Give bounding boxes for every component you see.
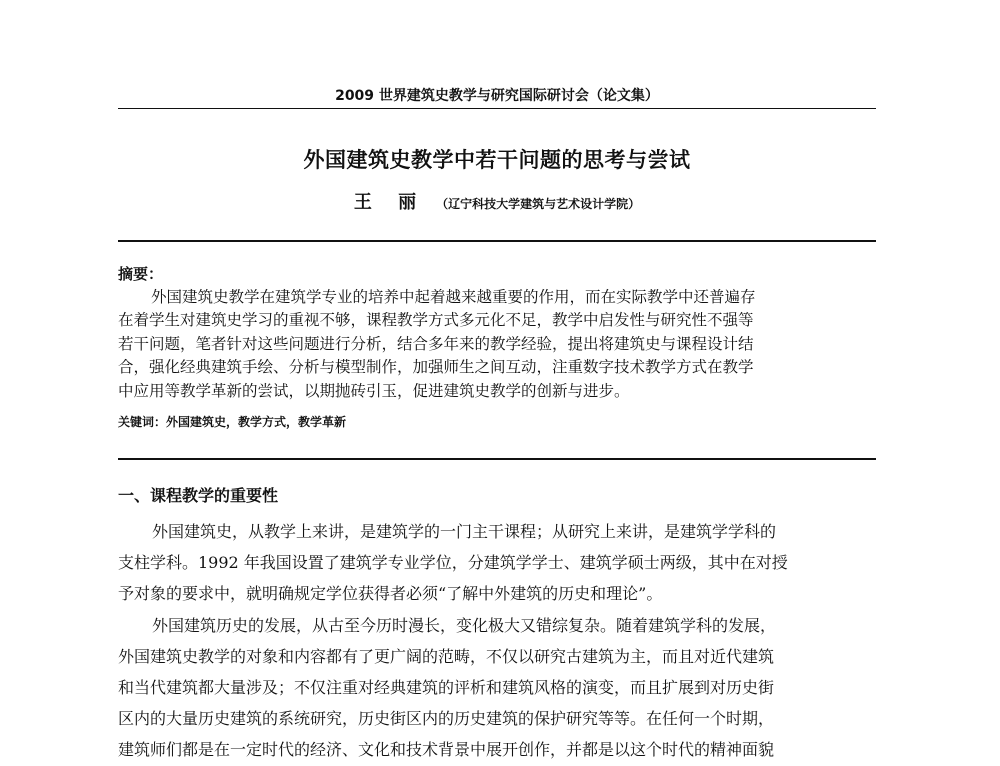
section-body — [118, 516, 886, 766]
abstract-bottom-rule — [118, 458, 876, 460]
body-line: 区内的大量历史建筑的系统研究，历史街区内的历史建筑的保护研究等等。在任何一个时期， — [118, 709, 775, 729]
abstract-line: 在着学生对建筑史学习的重视不够，课程教学方式多元化不足，教学中启发性与研究性不强等 — [118, 311, 754, 330]
body-line: 支柱学科。1992 年我国设置了建筑学专业学位，分建筑学学士、建筑学硕士两级，其中在对授 — [118, 553, 788, 573]
body-line: 建筑师们都是在一定时代的经济、文化和技术背景中展开创作，并都是以这个时代的精神面貌 — [118, 740, 775, 760]
keywords: 关键词：外国建筑史，教学方式，教学革新 — [118, 415, 347, 429]
body-line: 外国建筑史教学的对象和内容都有了更广阔的范畴，不仅以研究古建筑为主，而且对近代建筑 — [118, 646, 775, 666]
running-header: 2009 世界建筑史教学与研究国际研讨会（论文集） — [335, 88, 659, 104]
body-line: 外国建筑史，从教学上来讲，是建筑学的一门主干课程；从研究上来讲，是建筑学学科的 — [152, 522, 777, 541]
abstract-label: 摘要： — [118, 265, 164, 283]
abstract-line: 中应用等教学革新的尝试，以期抛砖引玉，促进建筑史教学的创新与进步。 — [118, 381, 630, 400]
section-heading: 一、课程教学的重要性 — [118, 486, 279, 505]
paper-title: 外国建筑史教学中若干问题的思考与尝试 — [303, 148, 691, 172]
abstract-line: 合，强化经典建筑手绘、分析与模型制作，加强师生之间互动，注重数字技术教学方式在教学 — [118, 358, 754, 377]
body-line: 和当代建筑都大量涉及；不仅注重对经典建筑的评析和建筑风格的演变，而且扩展到对历史街 — [118, 678, 775, 698]
author-affiliation: （辽宁科技大学建筑与艺术设计学院） — [436, 197, 641, 211]
abstract-body — [118, 286, 876, 403]
header-rule — [118, 108, 876, 109]
body-line: 予对象的要求中，就明确规定学位获得者必须“了解中外建筑的历史和理论”。 — [118, 584, 663, 604]
abstract-line: 若干问题，笔者针对这些问题进行分析，结合多年来的教学经验，提出将建筑史与课程设计结 — [118, 334, 754, 353]
byline — [118, 192, 876, 215]
author-name: 王 丽 — [353, 192, 427, 213]
abstract-line: 外国建筑史教学在建筑学专业的培养中起着越来越重要的作用，而在实际教学中还普遍存 — [151, 288, 756, 306]
abstract-top-rule — [118, 240, 876, 242]
body-line: 外国建筑历史的发展，从古至今历时漫长，变化极大又错综复杂。随着建筑学科的发展， — [152, 615, 777, 635]
